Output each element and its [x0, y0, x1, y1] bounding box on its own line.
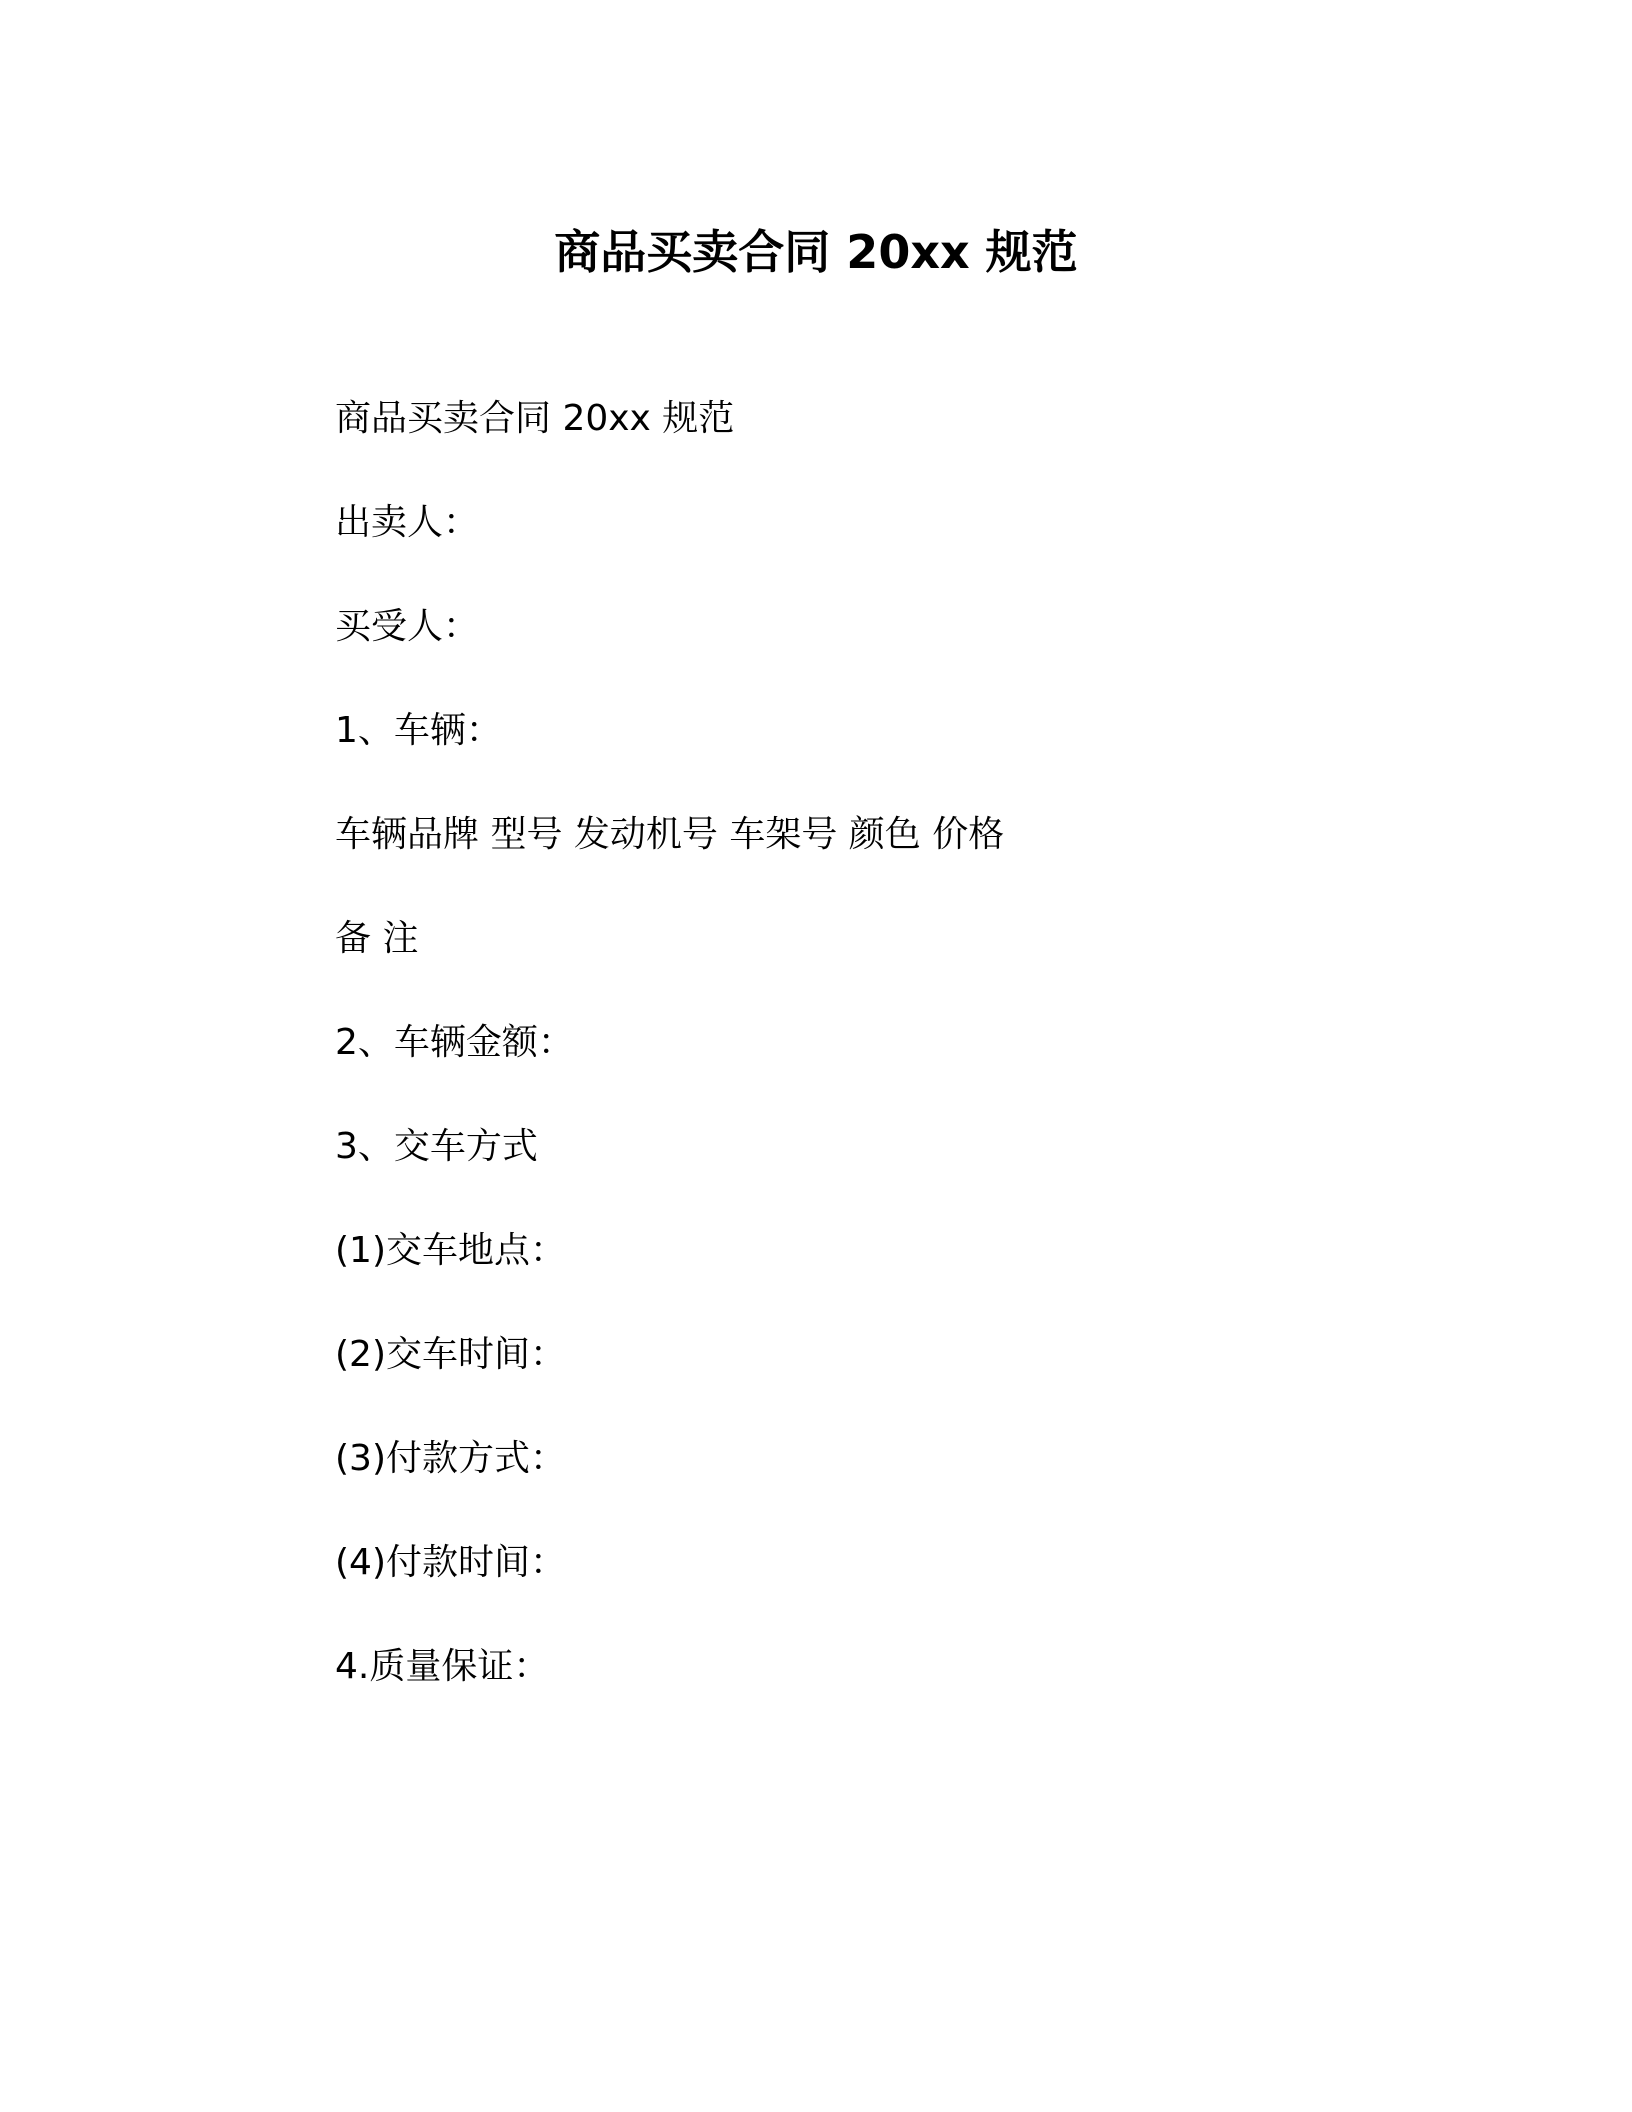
section-4-quality: 4.质量保证： [335, 1646, 550, 1687]
remarks-line: 备 注 [335, 918, 419, 959]
delivery-location-line: (1)交车地点： [335, 1230, 566, 1271]
section-1-vehicle: 1、车辆： [335, 710, 502, 751]
section-3-delivery: 3、交车方式 [335, 1126, 538, 1167]
seller-line: 出卖人： [335, 502, 480, 543]
buyer-line: 买受人： [335, 606, 480, 647]
doc-subtitle-line: 商品买卖合同 20xx 规范 [335, 398, 735, 439]
payment-method-line: (3)付款方式： [335, 1438, 566, 1479]
payment-time-line: (4)付款时间： [335, 1542, 566, 1583]
document-body [335, 395, 1335, 1747]
delivery-time-line: (2)交车时间： [335, 1334, 566, 1375]
vehicle-fields-line: 车辆品牌 型号 发动机号 车架号 颜色 价格 [335, 814, 1005, 855]
document-title: 商品买卖合同 20xx 规范 [554, 225, 1078, 279]
section-2-amount: 2、车辆金额： [335, 1022, 574, 1063]
